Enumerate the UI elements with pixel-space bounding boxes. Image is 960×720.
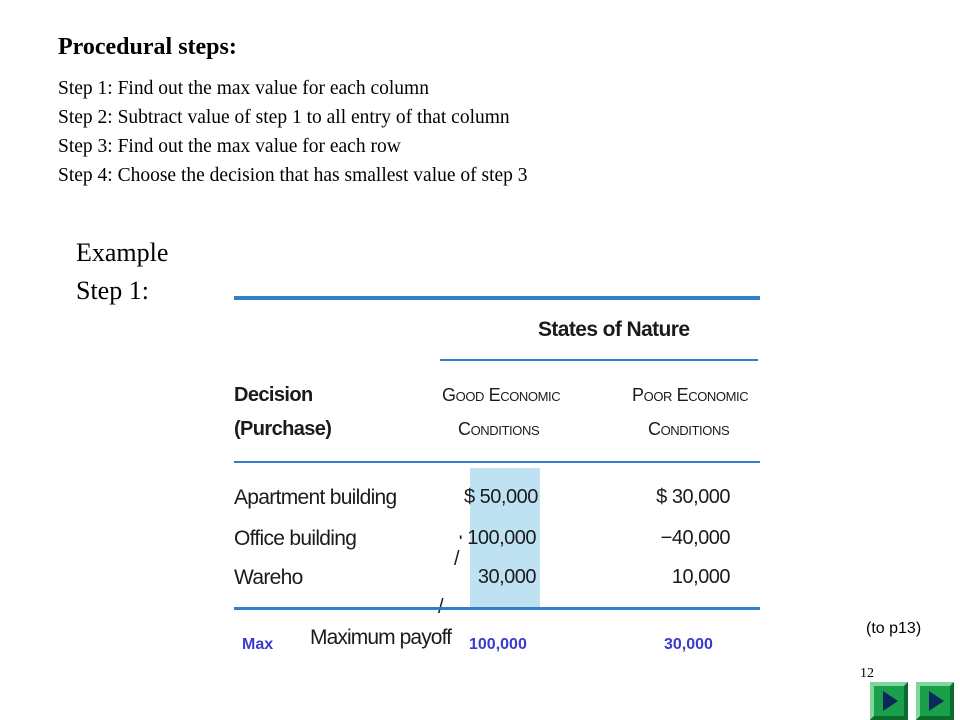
poor-conditions-header <box>632 378 748 446</box>
example-title: Example <box>76 238 169 267</box>
play-icon <box>870 682 908 720</box>
poor-header-line-1: Poor Economic <box>632 385 749 405</box>
row-label-office: Office building <box>234 527 357 550</box>
maximum-payoff-caption: Maximum payoff <box>310 626 452 649</box>
good-header-line-1: Good Economic <box>442 385 561 405</box>
row-label-apartment: Apartment building <box>234 486 397 509</box>
cell-poor-apartment: $ 30,000 <box>656 486 730 508</box>
pen-mark: ' <box>459 532 463 548</box>
payoff-table <box>232 296 760 616</box>
states-of-nature-title: States of Nature <box>538 318 690 341</box>
decision-header-line-2: (Purchase) <box>234 418 332 440</box>
table-bottom-rule <box>234 607 760 610</box>
cell-good-apartment: $ 50,000 <box>464 486 538 508</box>
page-number: 12 <box>860 666 874 681</box>
table-top-rule <box>234 296 760 300</box>
max-label: Max <box>242 636 274 653</box>
procedure-steps <box>58 74 528 190</box>
play-icon <box>916 682 954 720</box>
states-rule <box>440 359 758 361</box>
nav-button-2[interactable] <box>916 682 954 720</box>
step-3-text: Step 3: Find out the max value for each row <box>58 136 401 157</box>
example-step: Step 1: <box>76 276 149 305</box>
slide-heading: Procedural steps: <box>58 34 237 60</box>
max-row <box>0 622 960 662</box>
good-header-line-2: Conditions <box>458 419 540 439</box>
step-4-text: Step 4: Choose the decision that has smallest value of step 3 <box>58 165 528 186</box>
row-label-warehouse: Wareho <box>234 566 303 589</box>
max-good-value: 100,000 <box>469 636 527 653</box>
cross-reference-note: (to p13) <box>866 620 922 637</box>
table-header-rule <box>234 461 760 463</box>
decision-header-line-1: Decision <box>234 384 313 406</box>
step-1-text: Step 1: Find out the max value for each column <box>58 78 429 99</box>
decision-header <box>234 378 331 446</box>
nav-button-1[interactable] <box>870 682 908 720</box>
cell-poor-warehouse: 10,000 <box>671 566 730 588</box>
good-conditions-header <box>442 378 560 446</box>
max-poor-value: 30,000 <box>664 636 713 653</box>
example-block <box>76 234 168 310</box>
poor-header-line-2: Conditions <box>648 419 730 439</box>
step-2-text: Step 2: Subtract value of step 1 to all entry of that column <box>58 107 510 128</box>
pen-mark: / <box>454 548 460 570</box>
cell-good-warehouse: 30,000 <box>477 566 536 588</box>
cell-poor-office: −40,000 <box>660 527 730 549</box>
cell-good-office: 100,000 <box>467 527 536 549</box>
